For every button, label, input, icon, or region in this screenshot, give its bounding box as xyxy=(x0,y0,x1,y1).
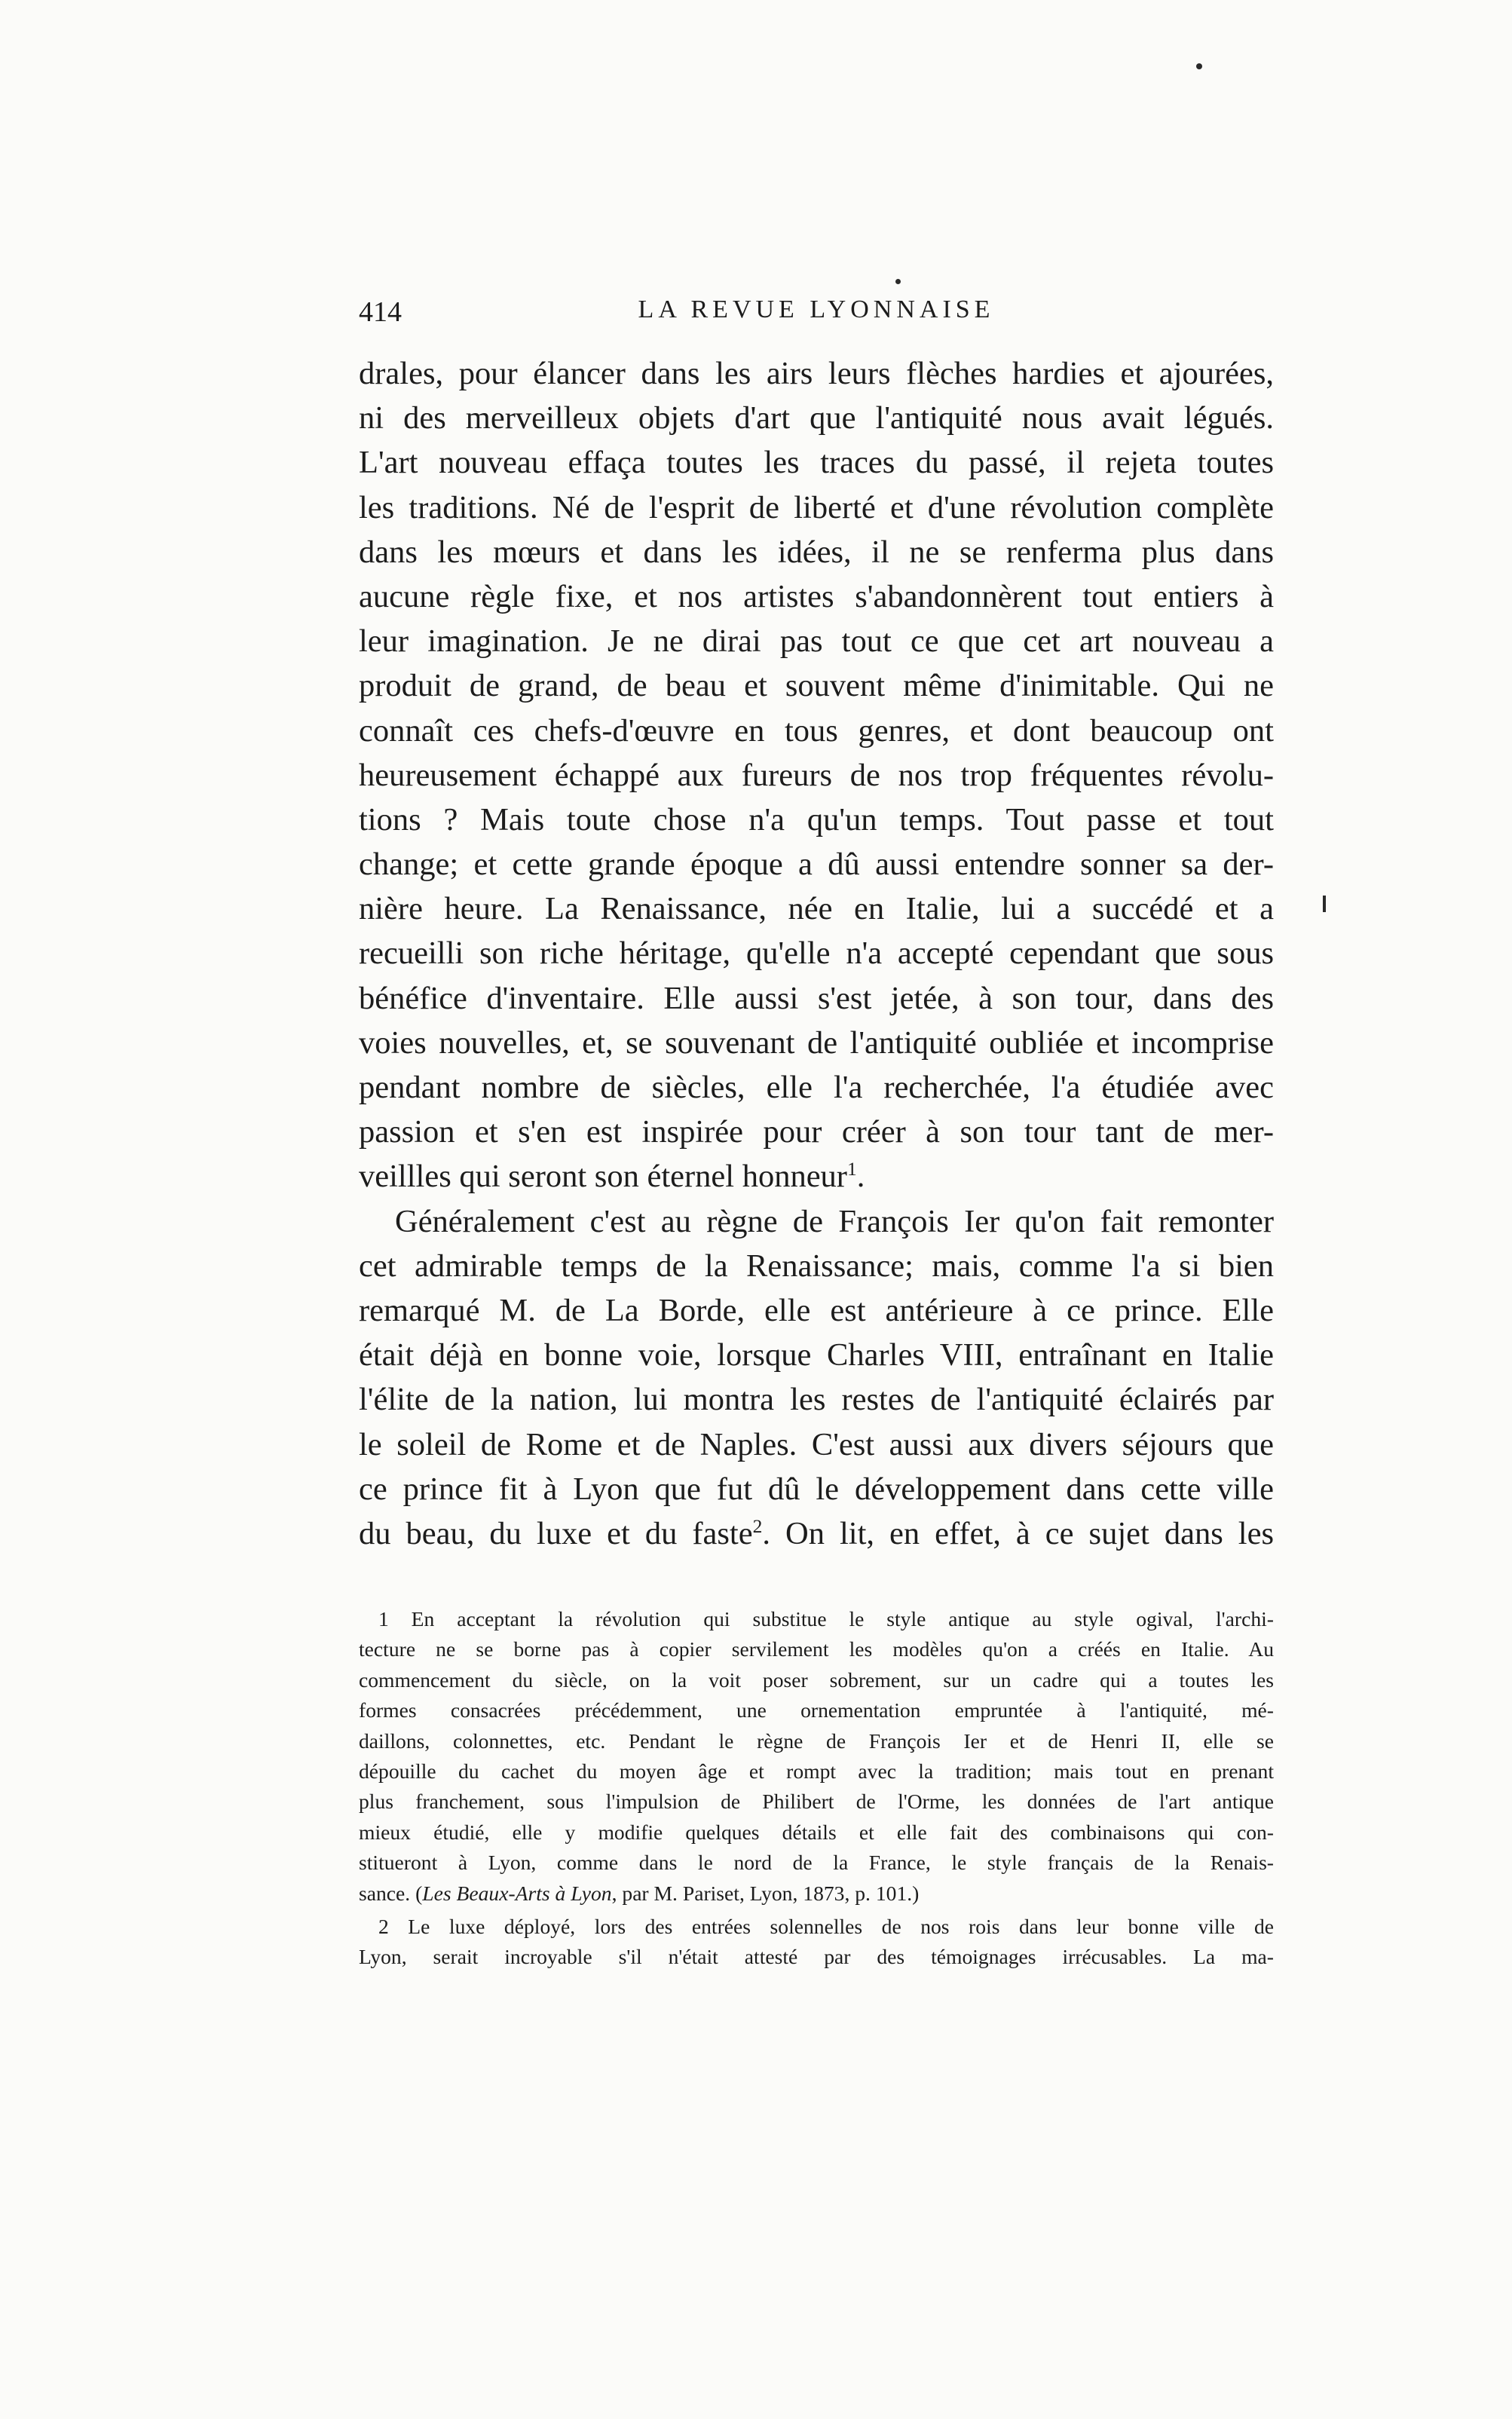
text-run: , par M. Pariset, Lyon, 1873, p. 101.) xyxy=(611,1881,920,1905)
text-line: était déjà en bonne voie, lorsque Charles VIII, entraînant en Italie xyxy=(359,1337,1274,1373)
text-line: voies nouvelles, et, se souvenant de l'antiquité oubliée et incomprise xyxy=(359,1024,1274,1061)
scan-speck xyxy=(1323,896,1326,912)
footnote-1-source-line xyxy=(359,1879,1274,1909)
page-number: 414 xyxy=(359,296,402,328)
text-line: drales, pour élancer dans les airs leurs flèches hardies et ajourées, xyxy=(359,356,1274,391)
source-title: Les Beaux-Arts à Lyon xyxy=(422,1881,612,1905)
text-line: recueilli son riche héritage, qu'elle n'a accepté cependant que sous xyxy=(359,935,1274,972)
text-line: L'art nouveau effaça toutes les traces du passé, il rejeta toutes xyxy=(359,445,1274,481)
text-line: nière heure. La Renaissance, née en Italie, lui a succédé et a xyxy=(359,891,1274,927)
paragraph-end-line: veillles qui seront son éternel honneur$^1$. xyxy=(359,1158,865,1195)
text-line: leur imagination. Je ne dirai pas tout ce que cet art nouveau a xyxy=(359,623,1274,660)
footnote-1-line: daillons, colonnettes, etc. Pendant le règne de François Ier et de Henri II, elle se xyxy=(359,1729,1274,1753)
scan-speck xyxy=(895,279,901,284)
text-line: aucune règle fixe, et nos artistes s'abandonnèrent tout entiers à xyxy=(359,578,1274,614)
footnote-1-line: mieux étudié, elle y modifie quelques détails et elle fait des combinaisons qui con- xyxy=(359,1820,1274,1844)
footnote-ref-2: 2 xyxy=(752,1514,763,1537)
footnote-1-line: commencement du siècle, on la voit poser sobrement, sur un cadre qui a toutes les xyxy=(359,1667,1274,1692)
footnote-1-line: stitueront à Lyon, comme dans le nord de la France, le style français de la Renais- xyxy=(359,1851,1274,1875)
footnote-2-line: 2 Le luxe déployé, lors des entrées solennelles de nos rois dans leur bonne ville de xyxy=(378,1914,1274,1938)
footnote-1-line: 1 En acceptant la révolution qui substitue le style antique au style ogival, l'archi- xyxy=(378,1607,1274,1631)
text-line: connaît ces chefs-d'œuvre en tous genres, et dont beaucoup ont xyxy=(359,712,1274,749)
text-line: Généralement c'est au règne de François Ier qu'on fait remonter xyxy=(395,1203,1274,1239)
text-line: tions ? Mais toute chose n'a qu'un temps. Tout passe et tout xyxy=(359,801,1274,837)
footnotes xyxy=(359,1604,1274,1973)
text-line: produit de grand, de beau et souvent même d'inimitable. Qui ne xyxy=(359,668,1274,704)
footnote-2-line: Lyon, serait incroyable s'il n'était attesté par des témoignages irrécusables. La ma- xyxy=(359,1945,1274,1969)
text-line: change; et cette grande époque a dû aussi entendre sonner sa der- xyxy=(359,847,1274,883)
page-header xyxy=(359,295,1274,341)
running-title: LA REVUE LYONNAISE xyxy=(638,295,995,323)
text-run: veillles qui seront son éternel honneur xyxy=(359,1159,847,1195)
text-line: passion et s'en est inspirée pour créer à son tour tant de mer- xyxy=(359,1114,1274,1150)
text-line: cet admirable temps de la Renaissance; mais, comme l'a si bien xyxy=(359,1248,1274,1284)
text-line: bénéfice d'inventaire. Elle aussi s'est jetée, à son tour, dans des xyxy=(359,980,1274,1016)
text-line: l'élite de la nation, lui montra les restes de l'antiquité éclairés par xyxy=(359,1382,1274,1418)
text-run: sance. ( xyxy=(359,1881,423,1905)
scan-speck xyxy=(1196,63,1202,69)
text-line: pendant nombre de siècles, elle l'a recherchée, l'a étudiée avec xyxy=(359,1070,1274,1105)
text-line: les traditions. Né de l'esprit de liberté et d'une révolution complète xyxy=(359,489,1274,525)
text-run: du beau, du luxe et du faste xyxy=(359,1515,753,1551)
footnote-ref-1: 1 xyxy=(846,1158,857,1180)
text-line: ni des merveilleux objets d'art que l'antiquité nous avait légués. xyxy=(359,400,1274,436)
text-line: ce prince fit à Lyon que fut dû le développement dans cette ville xyxy=(359,1471,1274,1507)
text-line: le soleil de Rome et de Naples. C'est aussi aux divers séjours que xyxy=(359,1426,1274,1462)
text-line: remarqué M. de La Borde, elle est antérieure à ce prince. Elle xyxy=(359,1292,1274,1328)
text-line: dans les mœurs et dans les idées, il ne se renferma plus dans xyxy=(359,534,1274,570)
text-line xyxy=(359,1511,1274,1556)
body-text xyxy=(359,351,1274,1556)
footnote-1-line: plus franchement, sous l'impulsion de Philibert de l'Orme, les données de l'art antique xyxy=(359,1790,1274,1814)
footnote-1-line: tecture ne se borne pas à copier servilement les modèles qu'on a créés en Italie. Au xyxy=(359,1637,1274,1661)
text-line: heureusement échappé aux fureurs de nos trop fréquentes révolu- xyxy=(359,757,1274,793)
text-run: . On lit, en effet, à ce sujet dans les xyxy=(762,1515,1274,1551)
footnote-1-line: dépouille du cachet du moyen âge et rompt avec la tradition; mais tout en prenant xyxy=(359,1759,1274,1783)
footnote-1-line: formes consacrées précédemment, une ornementation empruntée à l'antiquité, mé- xyxy=(359,1698,1274,1722)
